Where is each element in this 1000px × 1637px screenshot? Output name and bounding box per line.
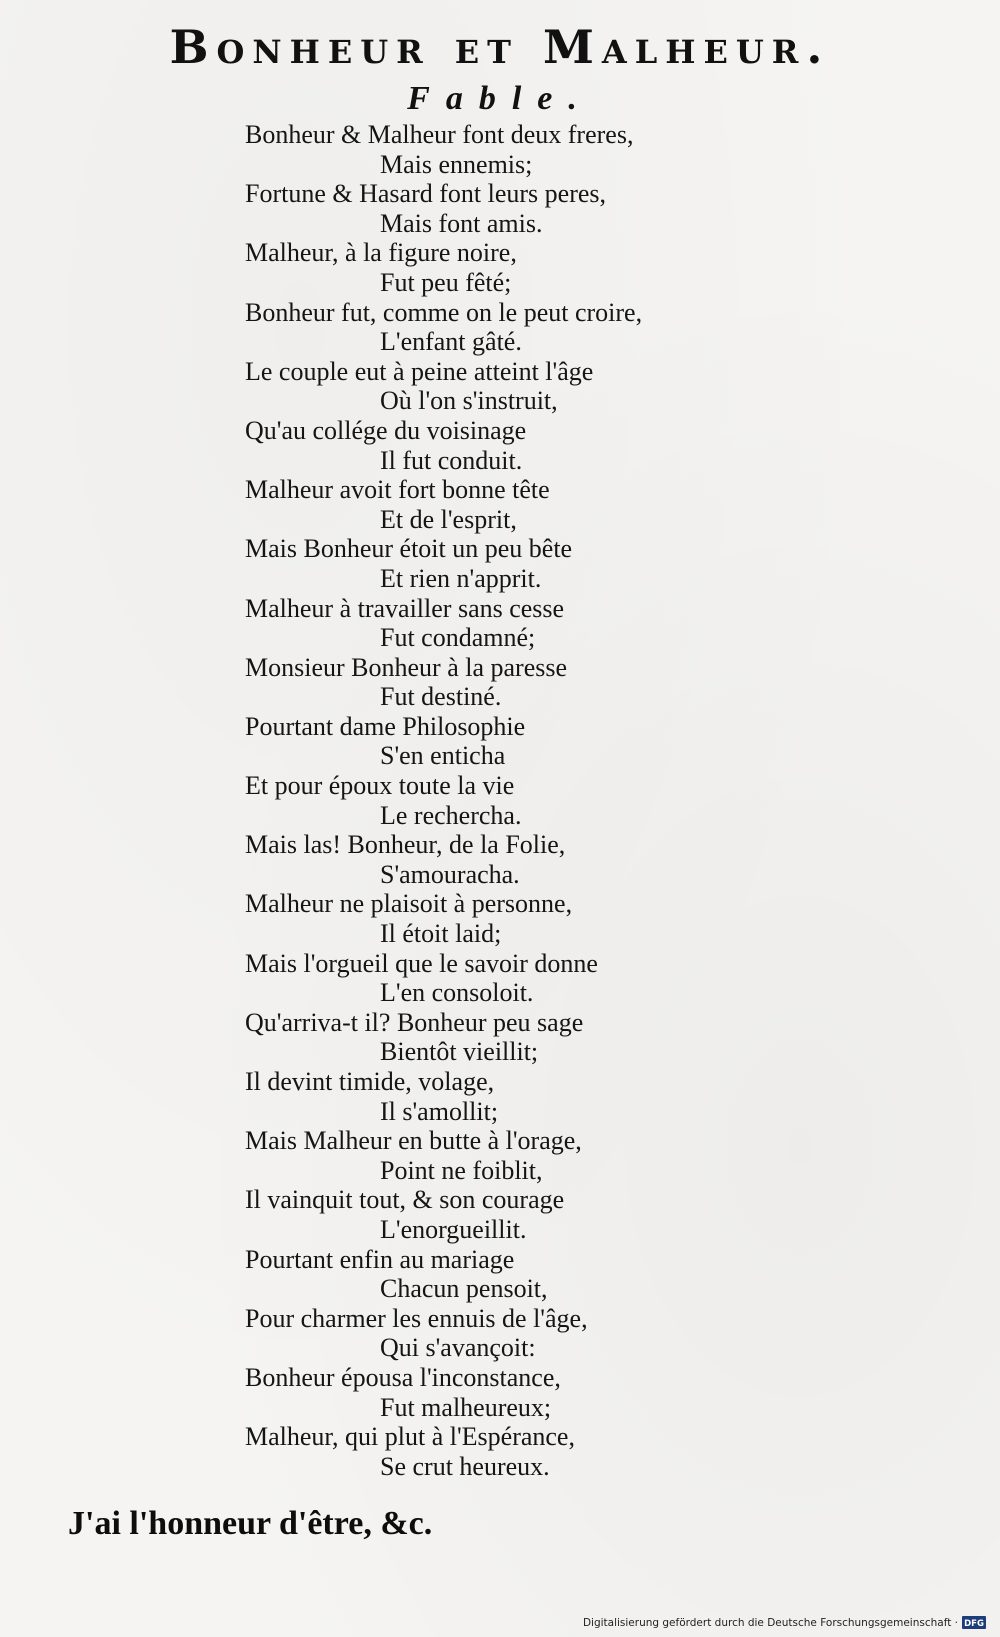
poem-line: Mais Bonheur étoit un peu bête [245, 534, 573, 564]
poem-line: Il s'amollit; [380, 1096, 499, 1126]
fable-title: Bonheur et Malheur. [169, 20, 831, 74]
poem-line: Il fut conduit. [380, 445, 523, 475]
poem-line: Fut peu fêté; [380, 267, 512, 297]
poem-line: Bonheur épousa l'inconstance, [245, 1362, 561, 1392]
poem-line: Bientôt vieillit; [380, 1037, 539, 1067]
poem-line: Et de l'esprit, [380, 504, 517, 534]
poem-line: Malheur, à la figure noire, [245, 238, 517, 268]
poem-line: Et rien n'apprit. [380, 563, 542, 593]
poem-line: Point ne foiblit, [380, 1155, 543, 1185]
poem-line: Qui s'avançoit: [380, 1333, 536, 1363]
poem-line: Malheur à travailler sans cesse [245, 593, 565, 623]
poem-line: Mais l'orgueil que le savoir donne [245, 948, 598, 978]
poem-line: Il étoit laid; [380, 919, 502, 949]
closing-line: J'ai l'honneur d'être, &c. [68, 1505, 433, 1542]
poem-line: Il vainquit tout, & son courage [245, 1185, 565, 1215]
poem-body [0, 120, 1000, 1481]
digitization-credit [583, 1616, 986, 1629]
credit-text: Digitalisierung gefördert durch die Deutsche Forschungsgemeinschaft · [582, 1616, 958, 1629]
fable-subtitle: Fable. [407, 80, 593, 117]
dfg-logo-text: DFG [964, 1619, 984, 1628]
poem-line: S'amouracha. [380, 859, 520, 889]
poem-line: Fut condamné; [380, 623, 536, 653]
poem-line: Malheur, qui plut à l'Espérance, [245, 1422, 575, 1452]
poem-line: Le couple eut à peine atteint l'âge [245, 356, 594, 386]
poem-line: Et pour époux toute la vie [245, 771, 515, 801]
poem-line: Qu'au collége du voisinage [245, 415, 527, 445]
poem-line: L'enfant gâté. [380, 327, 522, 357]
poem-line: Se crut heureux. [380, 1451, 550, 1481]
poem-line: Bonheur fut, comme on le peut croire, [245, 297, 643, 327]
poem-line: Qu'arriva-t il? Bonheur peu sage [245, 1007, 584, 1037]
poem-line: Fortune & Hasard font leurs peres, [245, 179, 607, 209]
poem-line: Bonheur & Malheur font deux freres, [245, 120, 634, 149]
poem-line: Pour charmer les ennuis de l'âge, [245, 1303, 588, 1333]
poem-line: Il devint timide, volage, [245, 1067, 495, 1096]
poem-line: Mais font amis. [380, 208, 543, 238]
poem-line: Malheur avoit fort bonne tête [245, 475, 550, 505]
poem-line: Fut malheureux; [380, 1392, 552, 1422]
poem-line: Où l'on s'instruit, [380, 386, 558, 416]
poem-line: S'en enticha [380, 741, 506, 771]
dfg-logo-icon [962, 1616, 986, 1629]
poem-line: Mais ennemis; [380, 149, 533, 179]
poem-line: Fut destiné. [380, 682, 502, 712]
poem-line: Monsieur Bonheur à la paresse [245, 652, 568, 682]
poem-line: Mais las! Bonheur, de la Folie, [245, 830, 566, 860]
poem-line: Chacun pensoit, [380, 1274, 548, 1304]
poem-line: L'en consoloit. [380, 978, 534, 1008]
poem-line: Pourtant enfin au mariage [245, 1244, 515, 1274]
poem-line: Pourtant dame Philosophie [245, 711, 526, 741]
poem-line: L'enorgueillit. [380, 1214, 527, 1244]
poem-line: Le rechercha. [380, 800, 522, 830]
poem-line: Malheur ne plaisoit à personne, [245, 889, 573, 919]
poem-line: Mais Malheur en butte à l'orage, [245, 1126, 582, 1156]
